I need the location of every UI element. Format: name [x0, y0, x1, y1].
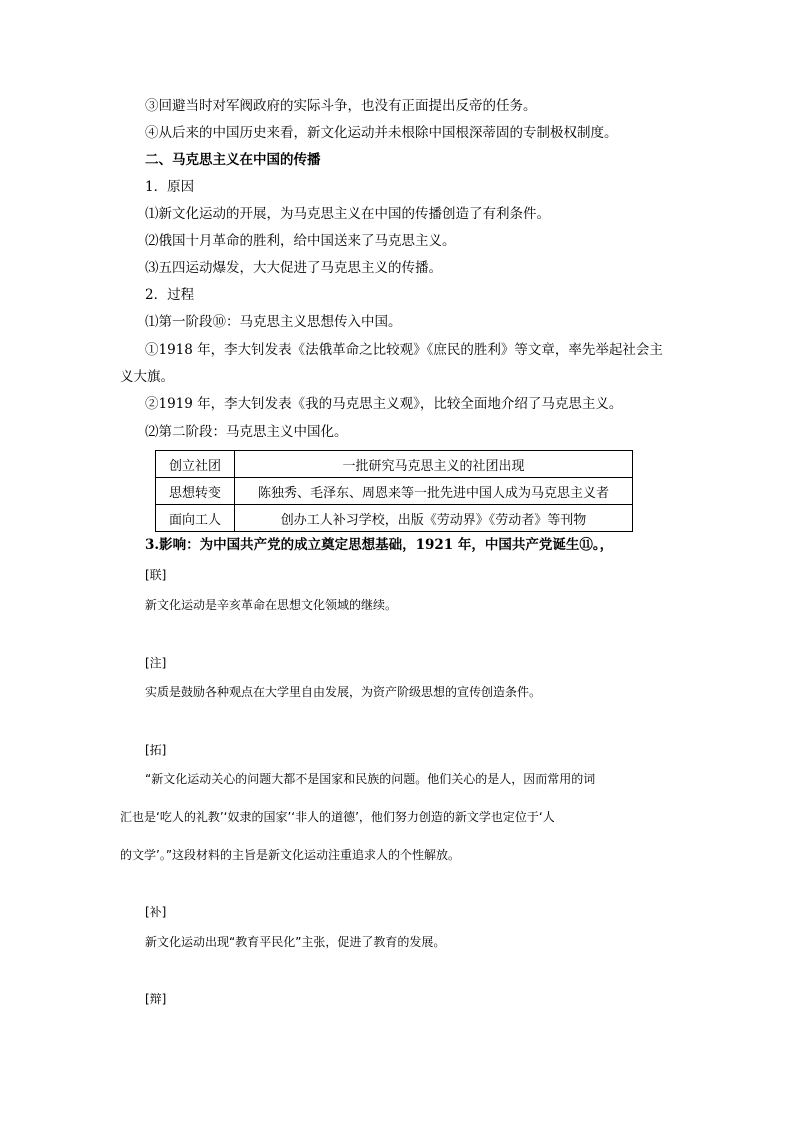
note-lian-text: 新文化运动是辛亥革命在思想文化领域的继续。 [145, 598, 398, 612]
note-tuo-line2: 汇也是‘吃人的礼教’‘奴隶的国家’‘非人的道德’，他们努力创造的新文学也定位于‘人 [120, 810, 555, 824]
table-cell-label: 面向工人 [156, 505, 235, 532]
cause-heading: 1．原因 [145, 179, 195, 195]
section1-item3: ③回避当时对军阀政府的实际斗争，也没有正面提出反帝的任务。 [145, 98, 537, 114]
table-cell-content: 一批研究马克思主义的社团出现 [235, 451, 633, 478]
note-tuo-line3: 的文学’。”这段材料的主旨是新文化运动注重追求人的个性解放。 [120, 848, 461, 862]
cause-item-2: ⑵俄国十月革命的胜利，给中国送来了马克思主义。 [145, 233, 456, 249]
note-bu-tag: [补] [145, 905, 167, 919]
stage1-item1-line2: 义大旗。 [120, 369, 174, 385]
cause-item-3: ⑶五四运动爆发，大大促进了马克思主义的传播。 [145, 260, 442, 276]
table-cell-label: 创立社团 [156, 451, 235, 478]
process-stage2: ⑵第二阶段：马克思主义中国化。 [145, 424, 348, 440]
table-row [156, 505, 633, 532]
note-bu-text: 新文化运动出现“教育平民化”主张，促进了教育的发展。 [145, 935, 446, 949]
stage2-table [155, 450, 633, 532]
table-row [156, 478, 633, 505]
influence-text: 3.影响：为中国共产党的成立奠定思想基础，1921 年，中国共产党诞生⑪。， [145, 537, 614, 553]
note-lian-tag: [联] [145, 568, 167, 582]
table-cell-content: 创办工人补习学校，出版《劳动界》《劳动者》等刊物 [235, 505, 633, 532]
note-tuo-line1: “新文化运动关心的问题大都不是国家和民族的问题。他们关心的是人，因而常用的词 [145, 772, 596, 786]
section1-item4: ④从后来的中国历史来看，新文化运动并未根除中国根深蒂固的专制极权制度。 [145, 125, 618, 141]
table-row [156, 451, 633, 478]
table-cell-content: 陈独秀、毛泽东、周恩来等一批先进中国人成为马克思主义者 [235, 478, 633, 505]
table-cell-label: 思想转变 [156, 478, 235, 505]
note-zhu-text: 实质是鼓励各种观点在大学里自由发展，为资产阶级思想的宣传创造条件。 [145, 685, 542, 699]
cause-item-1: ⑴新文化运动的开展，为马克思主义在中国的传播创造了有利条件。 [145, 206, 550, 222]
section2-heading: 二、马克思主义在中国的传播 [145, 152, 321, 168]
note-zhu-tag: [注] [145, 656, 167, 670]
process-stage1: ⑴第一阶段⑩：马克思主义思想传入中国。 [145, 314, 402, 330]
note-bian-tag: [辩] [145, 992, 167, 1006]
stage1-item2: ②1919 年，李大钊发表《我的马克思主义观》，比较全面地介绍了马克思主义。 [145, 396, 623, 412]
stage1-item1-line1: ①1918 年，李大钊发表《法俄革命之比较观》《庶民的胜利》等文章，率先举起社会主 [145, 342, 663, 358]
note-tuo-tag: [拓] [145, 743, 167, 757]
process-heading: 2．过程 [145, 287, 195, 303]
